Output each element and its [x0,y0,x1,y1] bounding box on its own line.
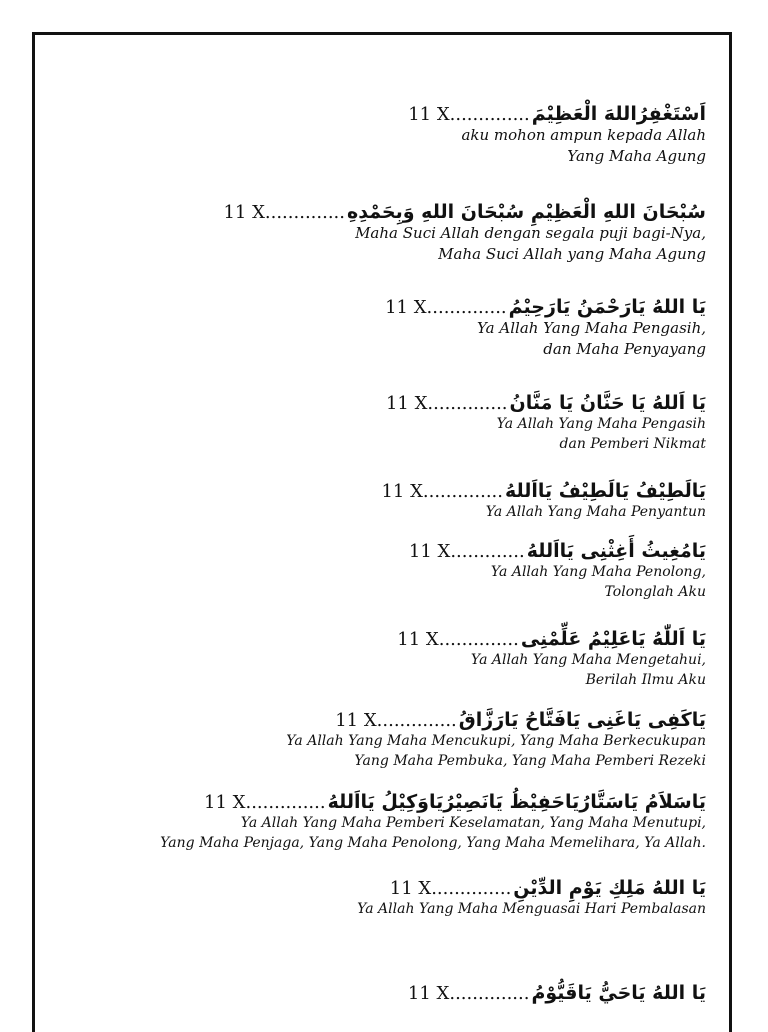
dua-entry-7 [397,628,706,690]
repeat-count: 11 X.............. [385,297,507,318]
dua-line [286,709,706,731]
dua-line [409,540,706,562]
repeat-count: 11 X.............. [204,792,326,813]
dua-line [160,791,706,813]
repeat-count: 11 X.............. [223,202,345,223]
repeat-count: 11 X.............. [381,481,503,502]
translation-line: Yang Maha Penjaga, Yang Maha Penolong, Yang Maha Memelihara, Ya Allah. [160,835,706,851]
translation-line: Berilah Ilmu Aku [585,672,706,688]
dua-entry-3 [385,296,706,360]
dua-line [386,392,706,414]
translation-line: Tolonglah Aku [604,584,706,600]
arabic-text: يَالَطِيْفُ يَالَطِيْفُ يَااَللهُ [504,480,706,502]
translation-line: Maha Suci Allah yang Maha Agung [438,245,706,263]
repeat-count: 11 X............. [408,541,525,562]
repeat-count: 11 X.............. [408,104,530,125]
dua-entry-10 [357,877,706,919]
dua-entry-6 [409,540,706,602]
translation-line: Ya Allah Yang Maha Penolong, [490,564,706,580]
translation-line: aku mohon ampun kepada Allah [461,126,706,144]
arabic-text: سُبْحَانَ اللهِ الْعَظِيْمِ سُبْحَانَ اللهِ وَبِحَمْدِهِ [347,201,706,223]
repeat-count: 11 X.............. [397,629,519,650]
translation-line: dan Maha Penyayang [543,340,706,358]
repeat-count: 11 X.............. [407,983,530,1004]
translation-line: Ya Allah Yang Maha Pemberi Keselamatan, Yang Maha Menutupi, [240,815,706,831]
dua-entry-5 [381,480,706,522]
dua-line [385,296,706,318]
arabic-text: اَسْتَغْفِرُاللهَ الْعَظِيْمَ [531,103,706,125]
arabic-text: يَامُغِيثُ أَغِثْنِى يَااَللهُ [526,540,706,562]
translation-line: Ya Allah Yang Maha Pengasih [496,416,706,432]
arabic-text: يَا اَللّٰهُ يَاعَلِيْمُ عَلِّمْنِى [520,628,706,650]
dua-entry-11 [408,982,706,1004]
dua-entry-8 [286,709,706,771]
translation-line: Ya Allah Yang Maha Penyantun [485,504,706,520]
arabic-text: يَا اللهُ مَلِكِ يَوْمِ الدِّيْنِ [513,877,706,899]
translation-line: Maha Suci Allah dengan segala puji bagi-Nya, [355,224,706,242]
repeat-count: 11 X.............. [389,878,512,899]
arabic-text: يَا اللهُ يَارَحْمَنُ يَارَحِيْمُ [508,296,706,318]
dua-line [408,103,706,125]
dua-line [223,201,706,223]
translation-line: Yang Maha Agung [567,147,706,165]
dua-line [397,628,706,650]
dua-entry-2 [223,201,706,265]
translation-line: Ya Allah Yang Maha Mengetahui, [470,652,706,668]
dua-line [357,877,706,899]
arabic-text: يَا اللهُ يَاحَيُّ يَاقَيُّوْمُ [531,982,706,1004]
arabic-text: يَاكَفِى يَاغَنِى يَافَتَّاحُ يَارَزَّاقُ [458,709,706,731]
dua-entry-1 [408,103,706,167]
dua-line [381,480,706,502]
arabic-text: يَا اَللهُ يَا حَنَّانُ يَا مَنَّانُ [509,392,706,414]
repeat-count: 11 X.............. [335,710,457,731]
dua-line [408,982,706,1004]
dua-entry-9 [160,791,706,853]
translation-line: Yang Maha Pembuka, Yang Maha Pemberi Rezeki [354,753,706,769]
translation-line: Ya Allah Yang Maha Mencukupi, Yang Maha Berkecukupan [286,733,706,749]
dua-entry-4 [386,392,706,454]
translation-line: Ya Allah Yang Maha Menguasai Hari Pembalasan [357,901,706,917]
translation-line: Ya Allah Yang Maha Pengasih, [476,319,706,337]
translation-line: dan Pemberi Nikmat [559,436,706,452]
arabic-text: يَاسَلاَمُ يَاسَتَّارُيَاحَفِيْظُ يَانَصِيْرُيَاوَكِيْلُ يَااَللهُ [327,791,706,813]
repeat-count: 11 X.............. [385,393,508,414]
